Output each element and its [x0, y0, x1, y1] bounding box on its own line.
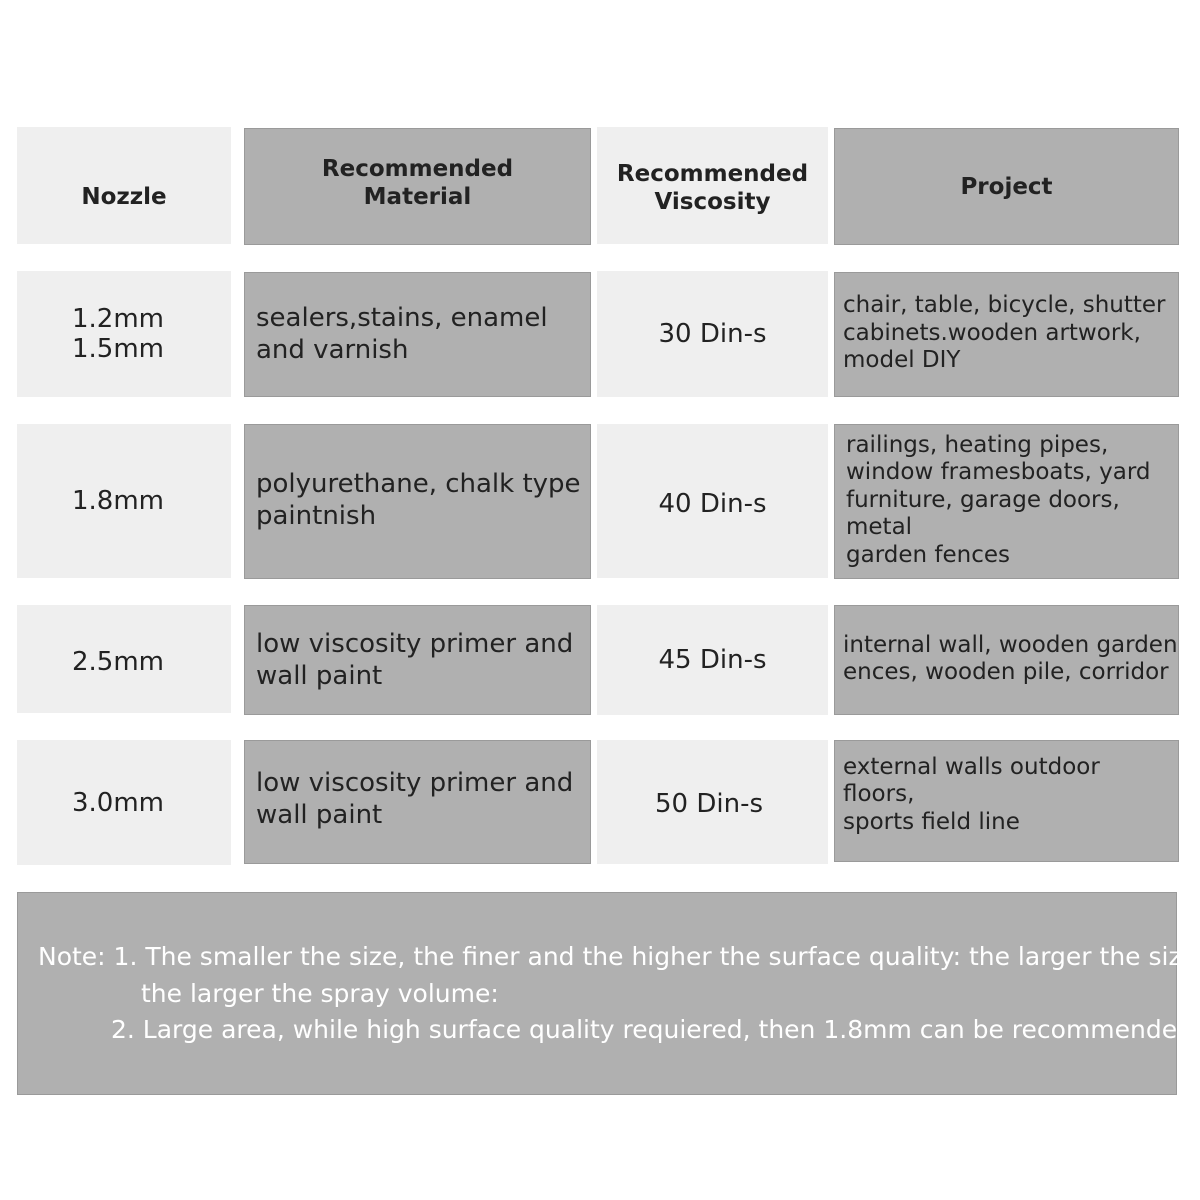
table-row-2-nozzle	[17, 424, 231, 578]
header-nozzle-label: Nozzle	[81, 183, 167, 210]
table-row-2-project	[834, 424, 1179, 579]
note-box	[17, 892, 1197, 1095]
viscosity-value: 30 Din-s	[658, 319, 767, 349]
table-row-4-nozzle	[17, 740, 231, 865]
viscosity-value: 40 Din-s	[658, 489, 767, 519]
note-text	[38, 939, 1197, 1049]
table-row-1-nozzle	[17, 271, 231, 397]
project-text: chair, table, bicycle, shutter cabinets.wooden artwork, model DIY	[843, 292, 1166, 374]
material-text: low viscosity primer and wall paint	[256, 768, 574, 830]
material-text: sealers,stains, enamel and varnish	[256, 302, 548, 365]
table-row-2-material	[244, 424, 591, 579]
header-project	[834, 128, 1179, 245]
nozzle-size: 2.5mm	[71, 646, 164, 677]
material-text: low viscosity primer and wall paint	[256, 629, 574, 691]
nozzle-size: 1.8mm	[71, 486, 164, 516]
table-row-4-viscosity	[597, 740, 828, 864]
note-line-2: the larger the spray volume:	[141, 978, 499, 1008]
table-row-2-viscosity	[597, 424, 828, 578]
table-row-1-viscosity	[597, 271, 828, 397]
material-text: polyurethane, chalk type paintnish	[256, 469, 581, 531]
project-text: internal wall, wooden garden ences, wooden pile, corridor	[843, 631, 1178, 685]
header-viscosity-label: Recommended Viscosity	[616, 160, 809, 215]
nozzle-size: 1.2mm 1.5mm	[71, 304, 164, 364]
table-row-3-viscosity	[597, 605, 828, 715]
viscosity-value: 50 Din-s	[655, 788, 763, 819]
header-project-label: Project	[960, 173, 1053, 200]
table-row-1-material	[244, 272, 591, 397]
table-row-4-material	[244, 740, 591, 864]
note-line-3: 2. Large area, while high surface quality requiered, then 1.8mm can be recommended	[111, 1015, 1194, 1044]
header-nozzle	[17, 127, 231, 244]
table-row-3-material	[244, 605, 591, 715]
header-viscosity	[597, 127, 828, 244]
header-material-label: Recommended Material	[321, 155, 514, 210]
project-text: railings, heating pipes, window framesboats, yard furniture, garage doors, metal garden fences	[846, 431, 1151, 568]
project-text: external walls outdoor floors, sports field line	[843, 753, 1100, 835]
table-row-3-project	[834, 605, 1179, 715]
viscosity-value: 45 Din-s	[658, 645, 767, 675]
table-row-1-project	[834, 272, 1179, 397]
header-material	[244, 128, 591, 245]
table-row-3-nozzle	[17, 605, 231, 713]
note-line-1: Note: 1. The smaller the size, the finer and the higher the surface quality: the larger the size	[38, 942, 1197, 971]
table-row-4-project	[834, 740, 1179, 862]
nozzle-size: 3.0mm	[71, 787, 164, 818]
